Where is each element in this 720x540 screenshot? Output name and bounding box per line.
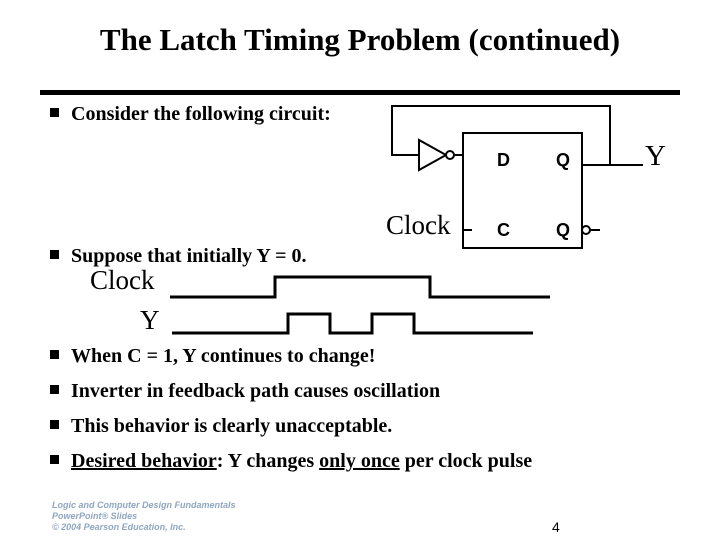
only-once-text: only once [319,450,400,472]
bullet-square-icon [50,455,59,464]
pin-c-label: C [497,220,510,240]
bullet-unacceptable [50,415,392,438]
bullet-square-icon [50,420,59,429]
y-waveform [172,314,533,333]
desired-behavior-text-2: per clock pulse [399,450,533,472]
bullet-inverter-text: Inverter in feedback path causes oscillation [71,380,441,402]
clock-waveform [170,277,550,297]
desired-behavior-text-1: : Y changes [216,450,320,472]
timing-clock-label: Clock [90,265,155,295]
pin-q-label: Q [556,150,571,170]
desired-behavior-label: Desired behavior [71,450,217,472]
pin-d-label: D [497,150,510,170]
bullet-desired [50,450,532,473]
bullet-when-c-text: When C = 1, Y continues to change! [71,345,376,367]
bullet-when-c [50,345,375,368]
footer-credits [52,500,236,533]
timing-y-label: Y [140,305,160,335]
footer-line-3: © 2004 Pearson Education, Inc. [52,522,186,532]
qbar-bubble [582,226,590,234]
bullet-suppose-text: Suppose that initially Y = 0. [71,245,307,267]
slide-title: The Latch Timing Problem (continued) [99,22,621,57]
footer-line-1: Logic and Computer Design Fundamentals [52,500,236,510]
bullet-unacceptable-text: This behavior is clearly unacceptable. [71,415,393,437]
page-number: 4 [552,519,560,535]
bullet-square-icon [50,385,59,394]
circuit-y-label: Y [645,140,666,172]
bullet-square-icon [50,350,59,359]
footer-line-2: PowerPoint® Slides [52,511,138,521]
pin-qbar-label: Q [556,220,571,240]
circuit-clock-label: Clock [386,210,451,240]
bullet-consider-text: Consider the following circuit: [71,103,331,125]
inverter-bubble [446,151,454,159]
inverter-triangle [419,140,446,170]
bullet-inverter [50,380,440,403]
